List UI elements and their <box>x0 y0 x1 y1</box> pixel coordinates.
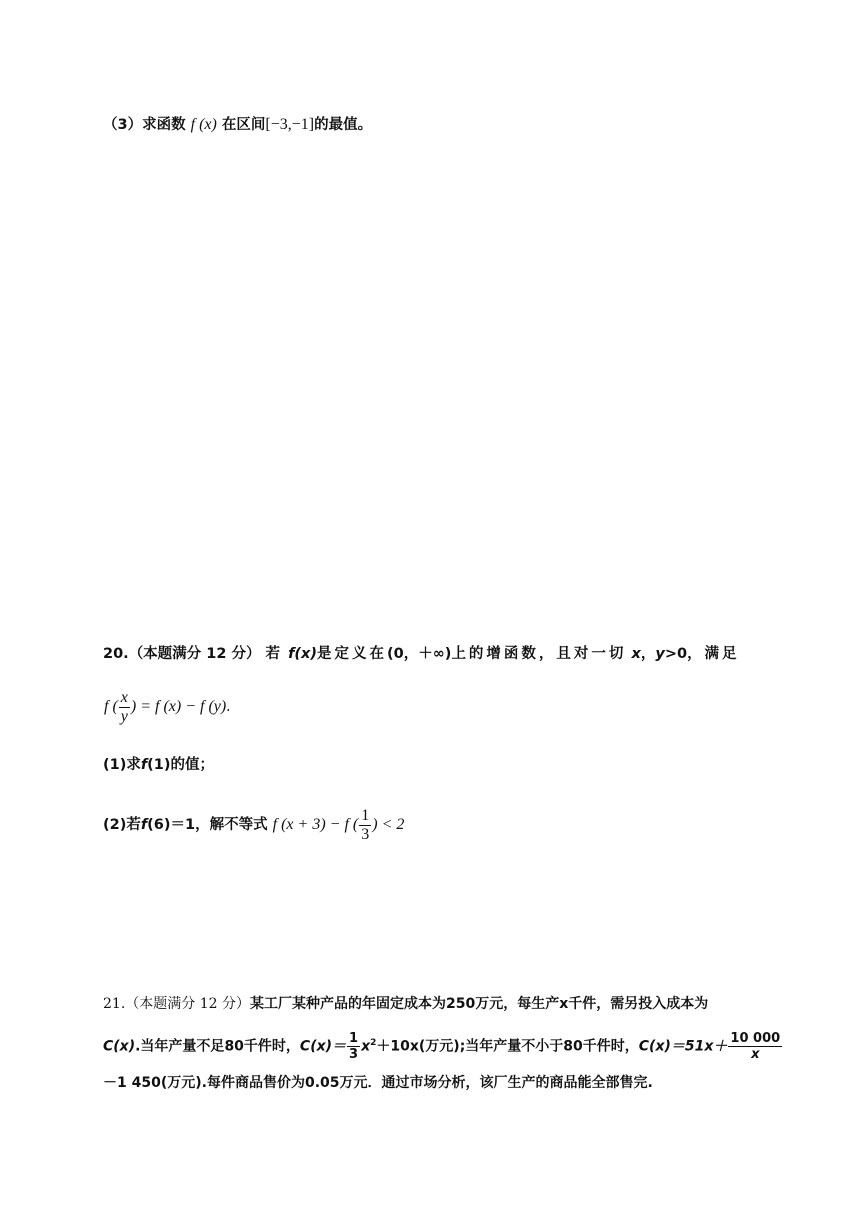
part3-line <box>103 115 372 135</box>
q20-p2-den: 3 <box>361 826 370 843</box>
part3-fx: f (x) <box>190 116 217 133</box>
q20-p2-label: (2)若 <box>103 817 141 834</box>
q21-t6: ;当年产量不小于 <box>459 1038 564 1055</box>
q21-frac2 <box>728 1032 782 1061</box>
q21-line2 <box>103 1032 783 1061</box>
part3-interval: [−3,−1] <box>265 116 315 133</box>
q21-t4: .当年产量不足 <box>135 1038 225 1055</box>
q20-eq-num: x <box>120 689 128 706</box>
q21-cx1: C(x) <box>103 1038 136 1055</box>
q21-line1 <box>103 994 708 1014</box>
q21-fixed: 250 <box>445 996 476 1012</box>
q21-t3: 千件，需另投入成本为 <box>568 996 709 1012</box>
q21-f1-num: 1 <box>349 1031 359 1046</box>
q20-number: 20. <box>103 646 129 662</box>
q21-n80b: 80 <box>563 1038 583 1055</box>
q20-p2-f: f <box>140 817 148 834</box>
q20-x: x <box>631 646 641 662</box>
q20-cond: >0 <box>664 646 688 662</box>
q21-f2-num: 10 000 <box>730 1031 781 1046</box>
q21-t2: 万元，每生产 <box>475 996 560 1012</box>
q20-domain: (0，＋∞) <box>387 646 452 662</box>
q20-eq-fraction <box>119 690 130 725</box>
q20-p2-ineq-b: ) < 2 <box>372 816 405 834</box>
q21-price: 0.05 <box>304 1075 340 1091</box>
q21-expr1-sup: 2 <box>370 1037 377 1048</box>
q20-part1 <box>103 755 214 775</box>
q20-eq-rest: ) = f (x) − f (y) <box>130 698 227 716</box>
q21-cx2: C(x)＝ <box>299 1038 347 1055</box>
q20-t4: ，满足 <box>687 646 740 662</box>
q20-t1: 若 <box>265 646 284 662</box>
q21-line3-c: 万元．通过市场分析，该厂生产的商品能全部售完. <box>339 1075 653 1091</box>
q21-t7: 千件时， <box>582 1038 639 1055</box>
q21-f2-den: x <box>751 1047 760 1062</box>
q20-eq-den: y <box>120 708 128 725</box>
q21-expr1-a: x <box>361 1038 371 1055</box>
q20-p2-ineq <box>272 807 405 843</box>
q21-line3-b: .每件商品售价为 <box>201 1075 305 1091</box>
q20-p2-ineq-a: f (x + 3) − f ( <box>272 816 359 834</box>
q21-line3-a: －1 450(万元) <box>103 1075 202 1091</box>
q20-fx: f(x) <box>288 646 318 662</box>
q21-t1: 某工厂某种产品的年固定成本为 <box>249 996 446 1012</box>
q20-equation <box>104 690 230 725</box>
q21-line3 <box>103 1073 653 1093</box>
q21-t5: 千件时， <box>243 1038 300 1055</box>
q21-cx3: C(x)＝51x＋ <box>638 1038 728 1055</box>
q20-eq-end: . <box>226 698 231 716</box>
q21-x: x <box>559 996 569 1012</box>
q20-p2-val: (6)＝1，解不等式 <box>147 817 268 834</box>
q20-p1-label: (1)求 <box>103 757 141 773</box>
q20-sep: ， <box>640 646 656 662</box>
q20-part2 <box>103 808 404 843</box>
q20-p2-fraction <box>359 808 371 843</box>
q21-n80a: 80 <box>224 1038 244 1055</box>
q20-p2-num: 1 <box>361 807 370 824</box>
q21-number: 21. <box>103 996 126 1012</box>
part3-label: （3）求函数 <box>103 117 186 133</box>
q21-points: （本题满分 12 分） <box>125 996 250 1012</box>
q21-f1-den: 3 <box>349 1047 359 1062</box>
q20-line1 <box>103 644 740 664</box>
q20-y: y <box>655 646 665 662</box>
q20-t2: 是定义在 <box>317 646 388 662</box>
q20-eq-f: f ( <box>104 698 118 716</box>
q21-expr1-b: ＋10x(万元) <box>376 1038 460 1055</box>
q20-points: （本题满分 12 分） <box>128 646 261 662</box>
q20-t3: 上的增函数，且对一切 <box>451 646 627 662</box>
q20-p1-rest: (1)的值； <box>147 757 214 773</box>
q20-p1-f: f <box>140 757 148 773</box>
part3-middle: 在区间 <box>221 117 266 133</box>
q21-frac1 <box>347 1032 360 1061</box>
part3-end: 的最值。 <box>314 117 373 133</box>
